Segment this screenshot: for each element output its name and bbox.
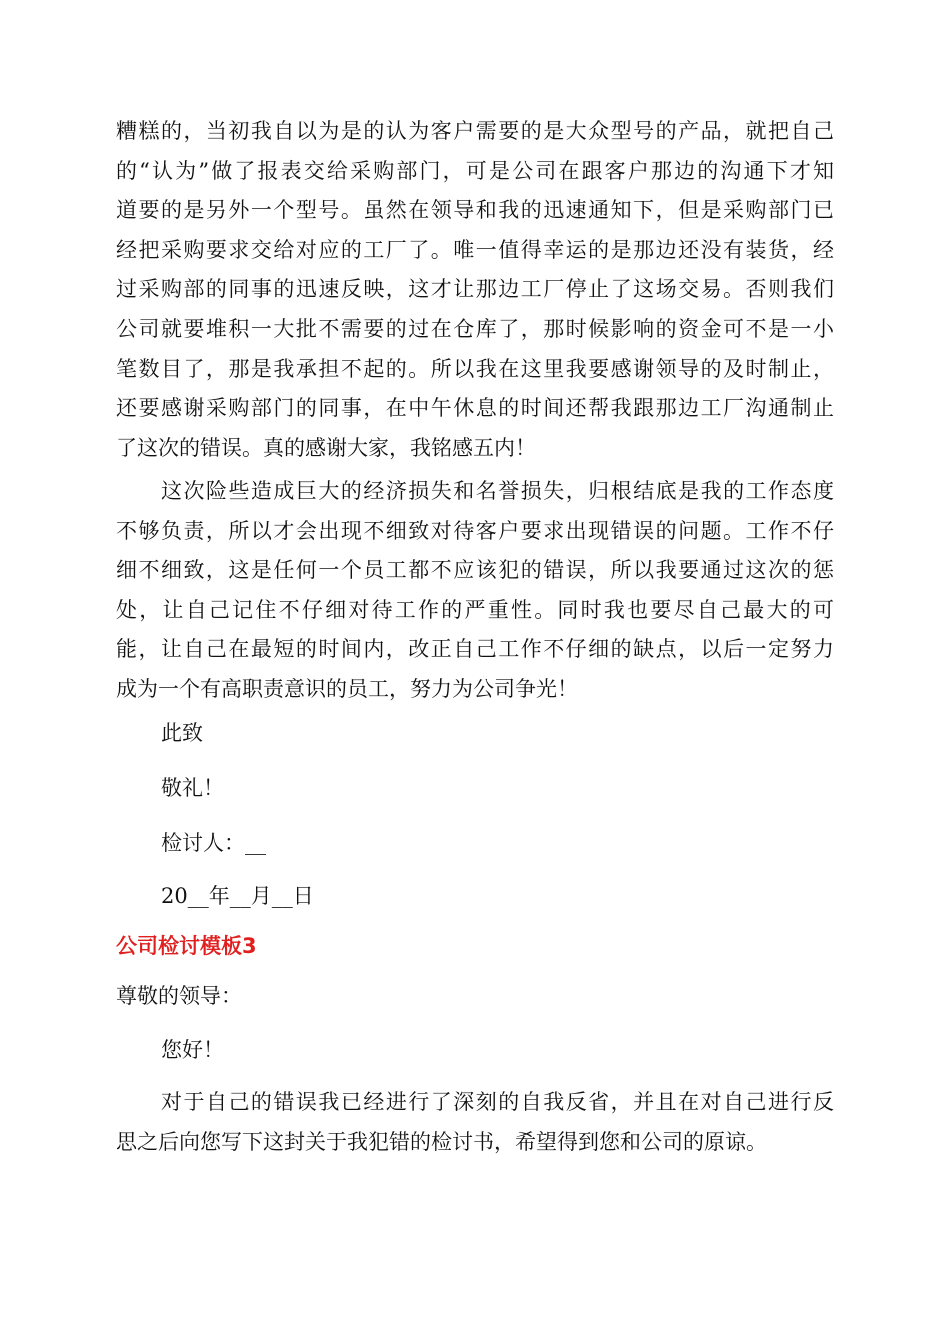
paragraph-reflection <box>116 472 834 710</box>
text-line: 的“认为”做了报表交给采购部门，可是公司在跟客户那边的沟通下才知 <box>116 158 834 183</box>
section-heading: 公司检讨模板3 <box>116 934 257 958</box>
text-line: 还要感谢采购部门的同事，在中午休息的时间还帮我跟那边工厂沟通制止 <box>116 396 834 421</box>
text-line: 细不细致，这是任何一个员工都不应该犯的错误，所以我要通过这次的惩 <box>116 558 834 583</box>
paragraph-apology-body <box>116 112 834 468</box>
text-line: 思之后向您写下这封关于我犯错的检讨书，希望得到您和公司的原谅。 <box>116 1129 767 1154</box>
text-line: 过采购部的同事的迅速反映，这才让那边工厂停止了这场交易。否则我们 <box>116 277 834 302</box>
closing-jing-li: 敬礼！ <box>161 776 224 800</box>
text-line: 不够负责，所以才会出现不细致对待客户要求出现错误的问题。工作不仔 <box>116 518 834 543</box>
text-line: 笔数目了，那是我承担不起的。所以我在这里我要感谢领导的及时制止， <box>116 356 834 381</box>
text-line: 经把采购要求交给对应的工厂了。唯一值得幸运的是那边还没有装货，经 <box>116 237 834 262</box>
text-line: 了这次的错误。真的感谢大家，我铭感五内！ <box>116 435 536 460</box>
text-line: 道要的是另外一个型号。虽然在领导和我的迅速通知下，但是采购部门已 <box>116 198 834 223</box>
salutation: 尊敬的领导： <box>116 984 242 1008</box>
text-line: 处，让自己记住不仔细对待工作的严重性。同时我也要尽自己最大的可 <box>116 597 834 622</box>
greeting: 您好！ <box>161 1038 224 1062</box>
closing-ci-zhi: 此致 <box>161 721 203 745</box>
signer-line: 检讨人：__ <box>161 831 266 855</box>
text-line: 能，让自己在最短的时间内，改正自己工作不仔细的缺点，以后一定努力 <box>116 637 834 662</box>
date-line: 20__年__月__日 <box>161 884 314 908</box>
text-line: 公司就要堆积一大批不需要的过在仓库了，那时候影响的资金可不是一小 <box>116 316 834 341</box>
text-line: 成为一个有高职责意识的员工，努力为公司争光！ <box>116 676 578 701</box>
text-line: 这次险些造成巨大的经济损失和名誉损失，归根结底是我的工作态度 <box>161 479 834 503</box>
paragraph-introduction <box>116 1083 834 1162</box>
text-line: 糟糕的，当初我自以为是的认为客户需要的是大众型号的产品，就把自己 <box>116 119 834 143</box>
text-line: 对于自己的错误我已经进行了深刻的自我反省，并且在对自己进行反 <box>161 1090 834 1114</box>
